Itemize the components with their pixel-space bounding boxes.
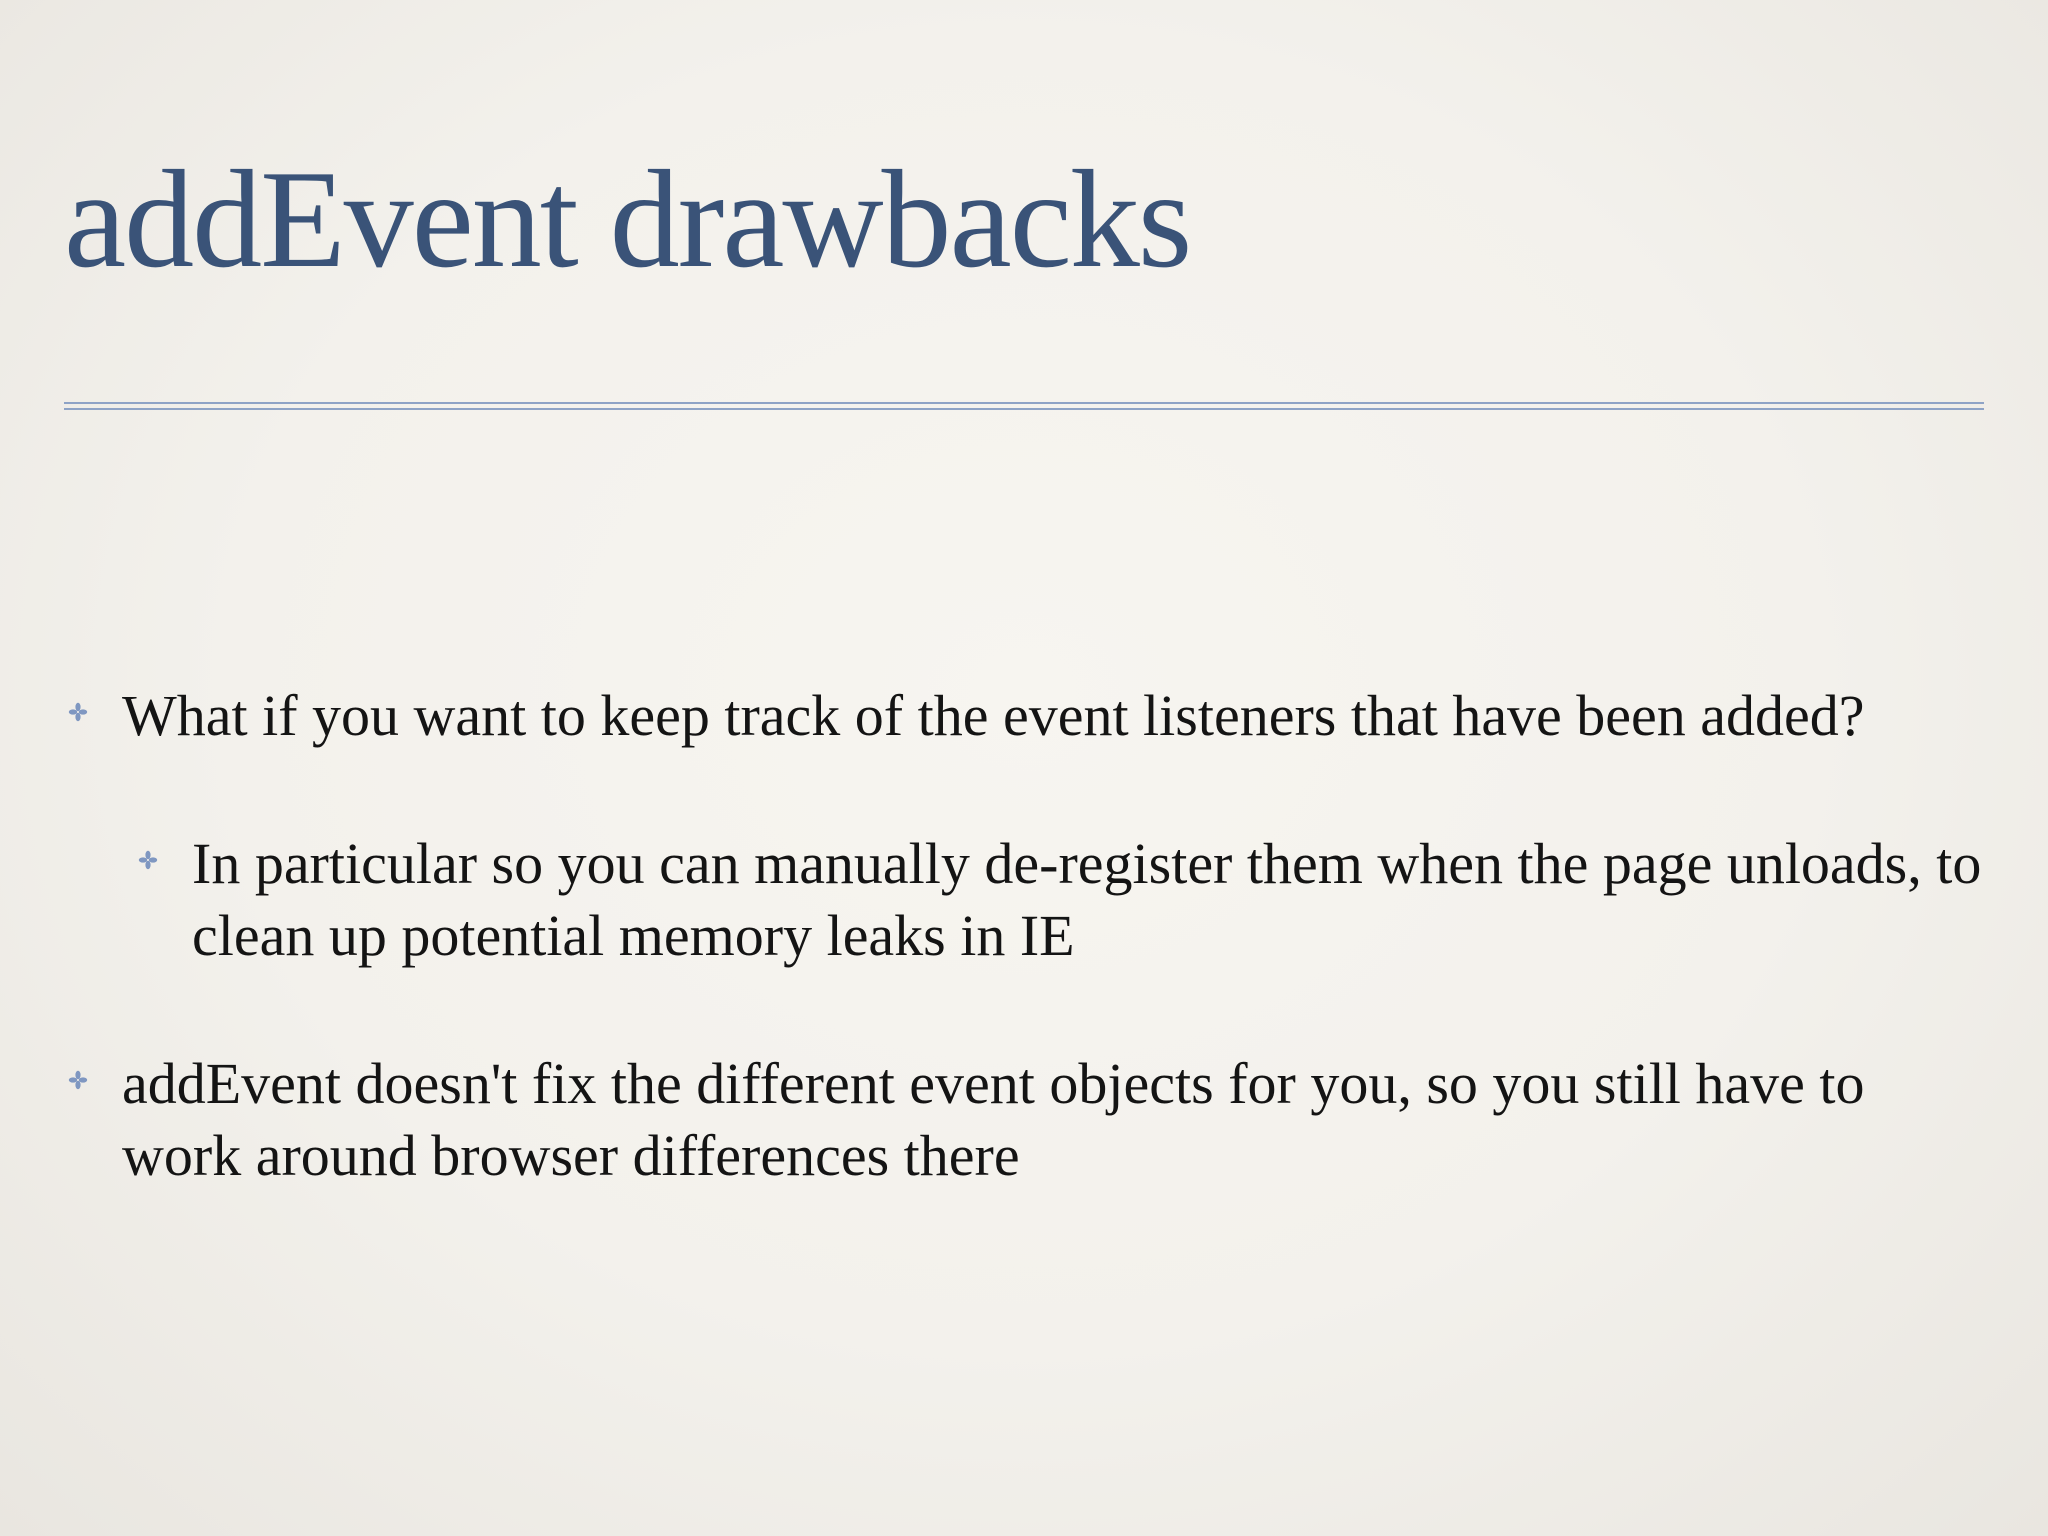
bullet-text: What if you want to keep track of the event listeners that have been added? [122,683,1865,748]
four-petal-star-icon [68,1070,88,1090]
bullet-text: addEvent doesn't fix the different event objects for you, so you still have to work around browser differences there [122,1051,1865,1188]
four-petal-star-icon [138,850,158,870]
four-petal-star-icon [68,702,88,722]
bullet-item [64,1048,1982,1192]
bullet-list [64,680,1982,1268]
title-divider [64,402,1984,410]
slide-title: addEvent drawbacks [64,142,1191,297]
bullet-text: In particular so you can manually de-register them when the page unloads, to clean up potential memory leaks in IE [192,831,1982,968]
bullet-item [64,680,1982,752]
sub-bullet-item [64,828,2002,972]
